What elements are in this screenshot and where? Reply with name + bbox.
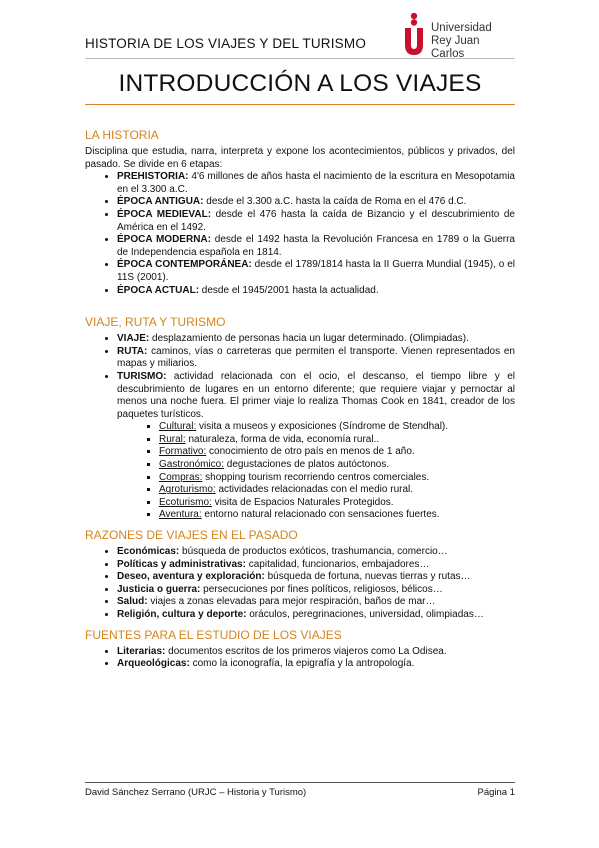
viaje-list: [85, 333, 515, 522]
university-logo: [403, 12, 515, 60]
document-body: [85, 128, 515, 671]
sub-list-item: [159, 509, 515, 522]
item-text: naturaleza, forma de vida, economía rural..: [185, 433, 380, 445]
sub-list-item: [159, 472, 515, 485]
item-term: Religión, cultura y deporte:: [117, 609, 247, 620]
item-text: shopping tourism recorriendo centros comerciales.: [202, 471, 430, 483]
item-text: desde el 3.300 a.C. hasta la caída de Roma en el 476 d.C.: [203, 196, 467, 208]
footer-author: David Sánchez Serrano (URJC – Historia y Turismo): [85, 787, 307, 798]
item-text: capitalidad, funcionarios, embajadores…: [245, 558, 430, 570]
item-term: Aventura:: [159, 509, 202, 521]
list-item: [117, 209, 515, 234]
fuentes-list: [85, 646, 515, 671]
item-text: desde el 1492 hasta la Revolución Francesa en 1789 o la Guerra de Independencia española en 1814.: [117, 234, 515, 258]
item-text: conocimiento de otro país en menos de 1 año.: [206, 446, 415, 458]
item-text: actividades relacionadas con el medio rural.: [215, 484, 414, 496]
item-term: ÉPOCA CONTEMPORÁNEA:: [117, 259, 252, 271]
item-text: desde el 476 hasta la caída de Bizancio y el descubrimiento de América en el 1492.: [117, 208, 515, 233]
list-item: [117, 371, 515, 522]
item-term: TURISMO:: [117, 370, 167, 382]
list-item: [117, 259, 515, 284]
list-item: [117, 646, 515, 659]
historia-list: [85, 171, 515, 297]
list-item: [117, 333, 515, 346]
item-term: Compras:: [159, 471, 203, 483]
list-item: [117, 609, 515, 622]
item-text: desde el 1789/1814 hasta la II Guerra Mundial (1945), o el 11S (2001).: [117, 259, 515, 283]
sub-list-item: [159, 434, 515, 447]
item-term: Arqueológicas:: [117, 658, 190, 670]
list-item: [117, 658, 515, 671]
sub-list-item: [159, 497, 515, 510]
list-item: [117, 196, 515, 209]
item-term: Justicia o guerra:: [117, 583, 201, 595]
item-term: VIAJE:: [117, 333, 150, 345]
list-item: [117, 171, 515, 196]
list-item: [117, 584, 515, 597]
list-item: [117, 234, 515, 259]
item-term: RUTA:: [117, 345, 148, 357]
item-text: viajes a zonas elevadas para mejor respiración, baños de mar…: [147, 596, 436, 608]
item-term: Salud:: [117, 596, 148, 608]
turismo-types-list: [117, 421, 515, 522]
list-item: [117, 559, 515, 572]
item-text: como la iconografía, la epigrafía y la antropología.: [189, 658, 415, 670]
section-heading-viaje: VIAJE, RUTA Y TURISMO: [85, 315, 226, 330]
item-text: visita a museos y exposiciones (Síndrome de Stendhal).: [196, 421, 449, 433]
razones-list: [85, 546, 515, 622]
header-title: HISTORIA DE LOS VIAJES Y DEL TURISMO: [85, 36, 367, 51]
list-item: [117, 571, 515, 584]
historia-intro: Disciplina que estudia, narra, interpreta y expone los acontecimientos, públicos y privados, del pasado. Se divide en 6 etapas:: [85, 146, 515, 170]
item-term: ÉPOCA ANTIGUA:: [117, 196, 204, 208]
item-term: Cultural:: [159, 421, 197, 433]
item-term: Ecoturismo:: [159, 496, 212, 508]
page-header: [85, 8, 515, 58]
footer-divider: [85, 782, 515, 783]
item-text: desplazamiento de personas hacia un lugar determinado. (Olimpiadas).: [149, 333, 469, 345]
item-term: PREHISTORIA:: [117, 171, 189, 183]
item-term: ÉPOCA MEDIEVAL:: [117, 208, 212, 220]
sub-list-item: [159, 459, 515, 472]
list-item: [117, 596, 515, 609]
page-title: INTRODUCCIÓN A LOS VIAJES: [118, 70, 482, 97]
logo-text: [431, 22, 515, 61]
item-text: oráculos, peregrinaciones, universidad, olimpiadas…: [246, 609, 484, 620]
item-term: Gastronómico:: [159, 459, 225, 471]
item-term: ÉPOCA MODERNA:: [117, 234, 211, 246]
item-text: búsqueda de fortuna, nuevas tierras y rutas…: [264, 571, 471, 583]
page-number: Página 1: [477, 787, 515, 798]
item-term: ÉPOCA ACTUAL:: [117, 284, 200, 296]
header-divider: [85, 58, 515, 59]
item-term: Rural:: [159, 433, 186, 445]
list-item: [117, 546, 515, 559]
list-item: [117, 285, 515, 298]
item-term: Económicas:: [117, 546, 180, 558]
item-text: actividad relacionada con el ocio, el descanso, el tiempo libre y el descubrimiento de lugares en un entorno diferente; que requiere viajar y pernoctar al menos una noche fuera. El primer viaje lo realiza Thomas Cook en 1841, creador de los paquetes turísticos.: [117, 370, 515, 420]
item-text: búsqueda de productos exóticos, trashumancia, comercio…: [179, 546, 448, 558]
logo-line-1: Universidad: [431, 22, 492, 34]
item-text: degustaciones de platos autóctonos.: [224, 459, 390, 471]
list-item: [117, 346, 515, 371]
item-term: Deseo, aventura y exploración:: [117, 571, 265, 583]
item-term: Agroturismo:: [159, 484, 216, 496]
sub-list-item: [159, 446, 515, 459]
item-text: entorno natural relacionado con sensaciones fuertes.: [201, 509, 440, 521]
item-term: Políticas y administrativas:: [117, 558, 246, 570]
item-text: visita de Espacios Naturales Protegidos.: [211, 496, 394, 508]
item-term: Formativo:: [159, 446, 207, 458]
item-text: documentos escritos de los primeros viajeros como La Odisea.: [165, 645, 447, 657]
logo-line-2: Rey Juan Carlos: [431, 35, 480, 60]
section-heading-historia: LA HISTORIA: [85, 128, 159, 142]
section-heading-fuentes: FUENTES PARA EL ESTUDIO DE LOS VIAJES: [85, 627, 342, 642]
section-heading-razones: RAZONES DE VIAJES EN EL PASADO: [85, 528, 298, 543]
urjc-logo-icon: [403, 12, 425, 56]
item-text: 4'6 millones de años hasta el nacimiento de la escritura en Mesopotamia en el 3.300 a.C.: [117, 171, 515, 195]
sub-list-item: [159, 484, 515, 497]
sub-list-item: [159, 421, 515, 434]
item-term: Literarias:: [117, 645, 166, 657]
item-text: persecuciones por fines políticos, religiosos, bélicos…: [200, 583, 443, 595]
title-divider: [85, 104, 515, 105]
item-text: caminos, vías o carreteras que permiten el transporte. Vienen representados en mapas y miliarios.: [117, 345, 515, 370]
item-text: desde el 1945/2001 hasta la actualidad.: [199, 284, 379, 296]
